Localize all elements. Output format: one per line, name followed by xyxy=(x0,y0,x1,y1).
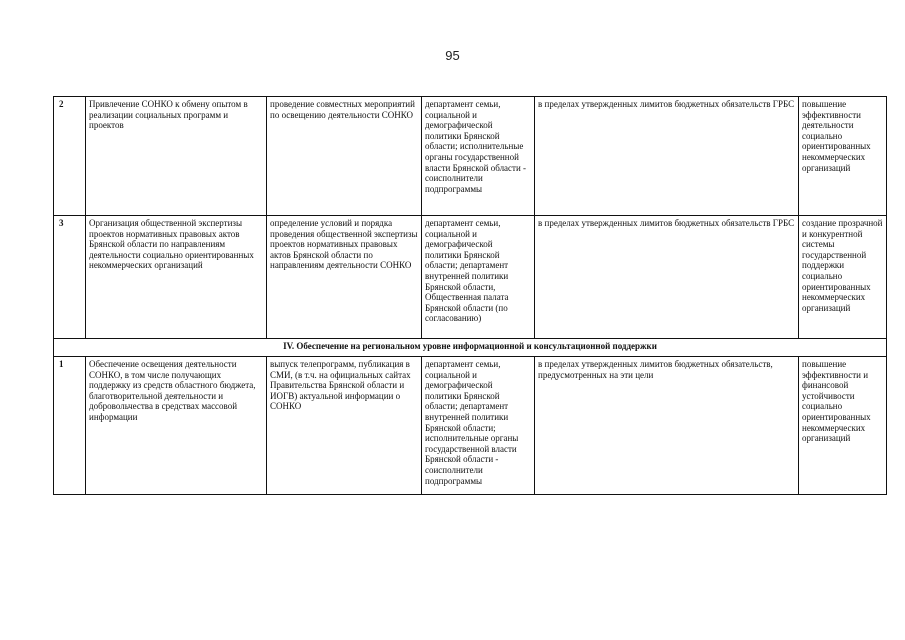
program-table-container xyxy=(53,96,886,495)
content-cell: определение условий и порядка проведения общественной экспертизы проектов нормативных правовых актов Брянской области по направлениям деятельности СОНКО xyxy=(267,216,422,339)
page-number: 95 xyxy=(445,48,460,63)
result-cell: повышение эффективности и финансовой устойчивости социально ориентированных некоммерческих организаций xyxy=(799,357,887,495)
section-title: IV. Обеспечение на региональном уровне информационной и консультационной поддержки xyxy=(54,339,887,357)
activity-cell: Обеспечение освещения деятельности СОНКО, в том числе получающих поддержку из средств областного бюджета, благотворительной деятельности и добровольчества в средствах массовой информации xyxy=(86,357,267,495)
content-cell: выпуск телепрограмм, публикация в СМИ, (в т.ч. на официальных сайтах Правительства Брянской области и ИОГВ) актуальной информации о СОНКО xyxy=(267,357,422,495)
executor-cell: департамент семьи, социальной и демографической политики Брянской области; исполнительные органы государственной власти Брянской области - соисполнители подпрограммы xyxy=(422,97,535,216)
funding-cell: в пределах утвержденных лимитов бюджетных обязательств ГРБС xyxy=(535,97,799,216)
executor-cell: департамент семьи, социальной и демографической политики Брянской области; департамент внутренней политики Брянской области; исполнительные органы государственной власти Брянской области - соисполнители подпрограммы xyxy=(422,357,535,495)
funding-cell: в пределах утвержденных лимитов бюджетных обязательств, предусмотренных на эти цели xyxy=(535,357,799,495)
table-row xyxy=(54,216,887,339)
activity-cell: Организация общественной экспертизы проектов нормативных правовых актов Брянской области по направлениям деятельности социально ориентированных некоммерческих организаций xyxy=(86,216,267,339)
funding-cell: в пределах утвержденных лимитов бюджетных обязательств ГРБС xyxy=(535,216,799,339)
row-number: 2 xyxy=(54,97,86,216)
result-cell: повышение эффективности деятельности социально ориентированных некоммерческих организаций xyxy=(799,97,887,216)
content-cell: проведение совместных мероприятий по освещению деятельности СОНКО xyxy=(267,97,422,216)
result-cell: создание прозрачной и конкурентной системы государственной поддержки социально ориентированных некоммерческих организаций xyxy=(799,216,887,339)
table-row xyxy=(54,357,887,495)
section-header-row xyxy=(54,339,887,357)
row-number: 3 xyxy=(54,216,86,339)
activity-cell: Привлечение СОНКО к обмену опытом в реализации социальных программ и проектов xyxy=(86,97,267,216)
table-row xyxy=(54,97,887,216)
row-number: 1 xyxy=(54,357,86,495)
program-activities-table xyxy=(53,96,887,495)
executor-cell: департамент семьи, социальной и демографической политики Брянской области; департамент внутренней политики Брянской области, Общественная палата Брянской области (по согласованию) xyxy=(422,216,535,339)
